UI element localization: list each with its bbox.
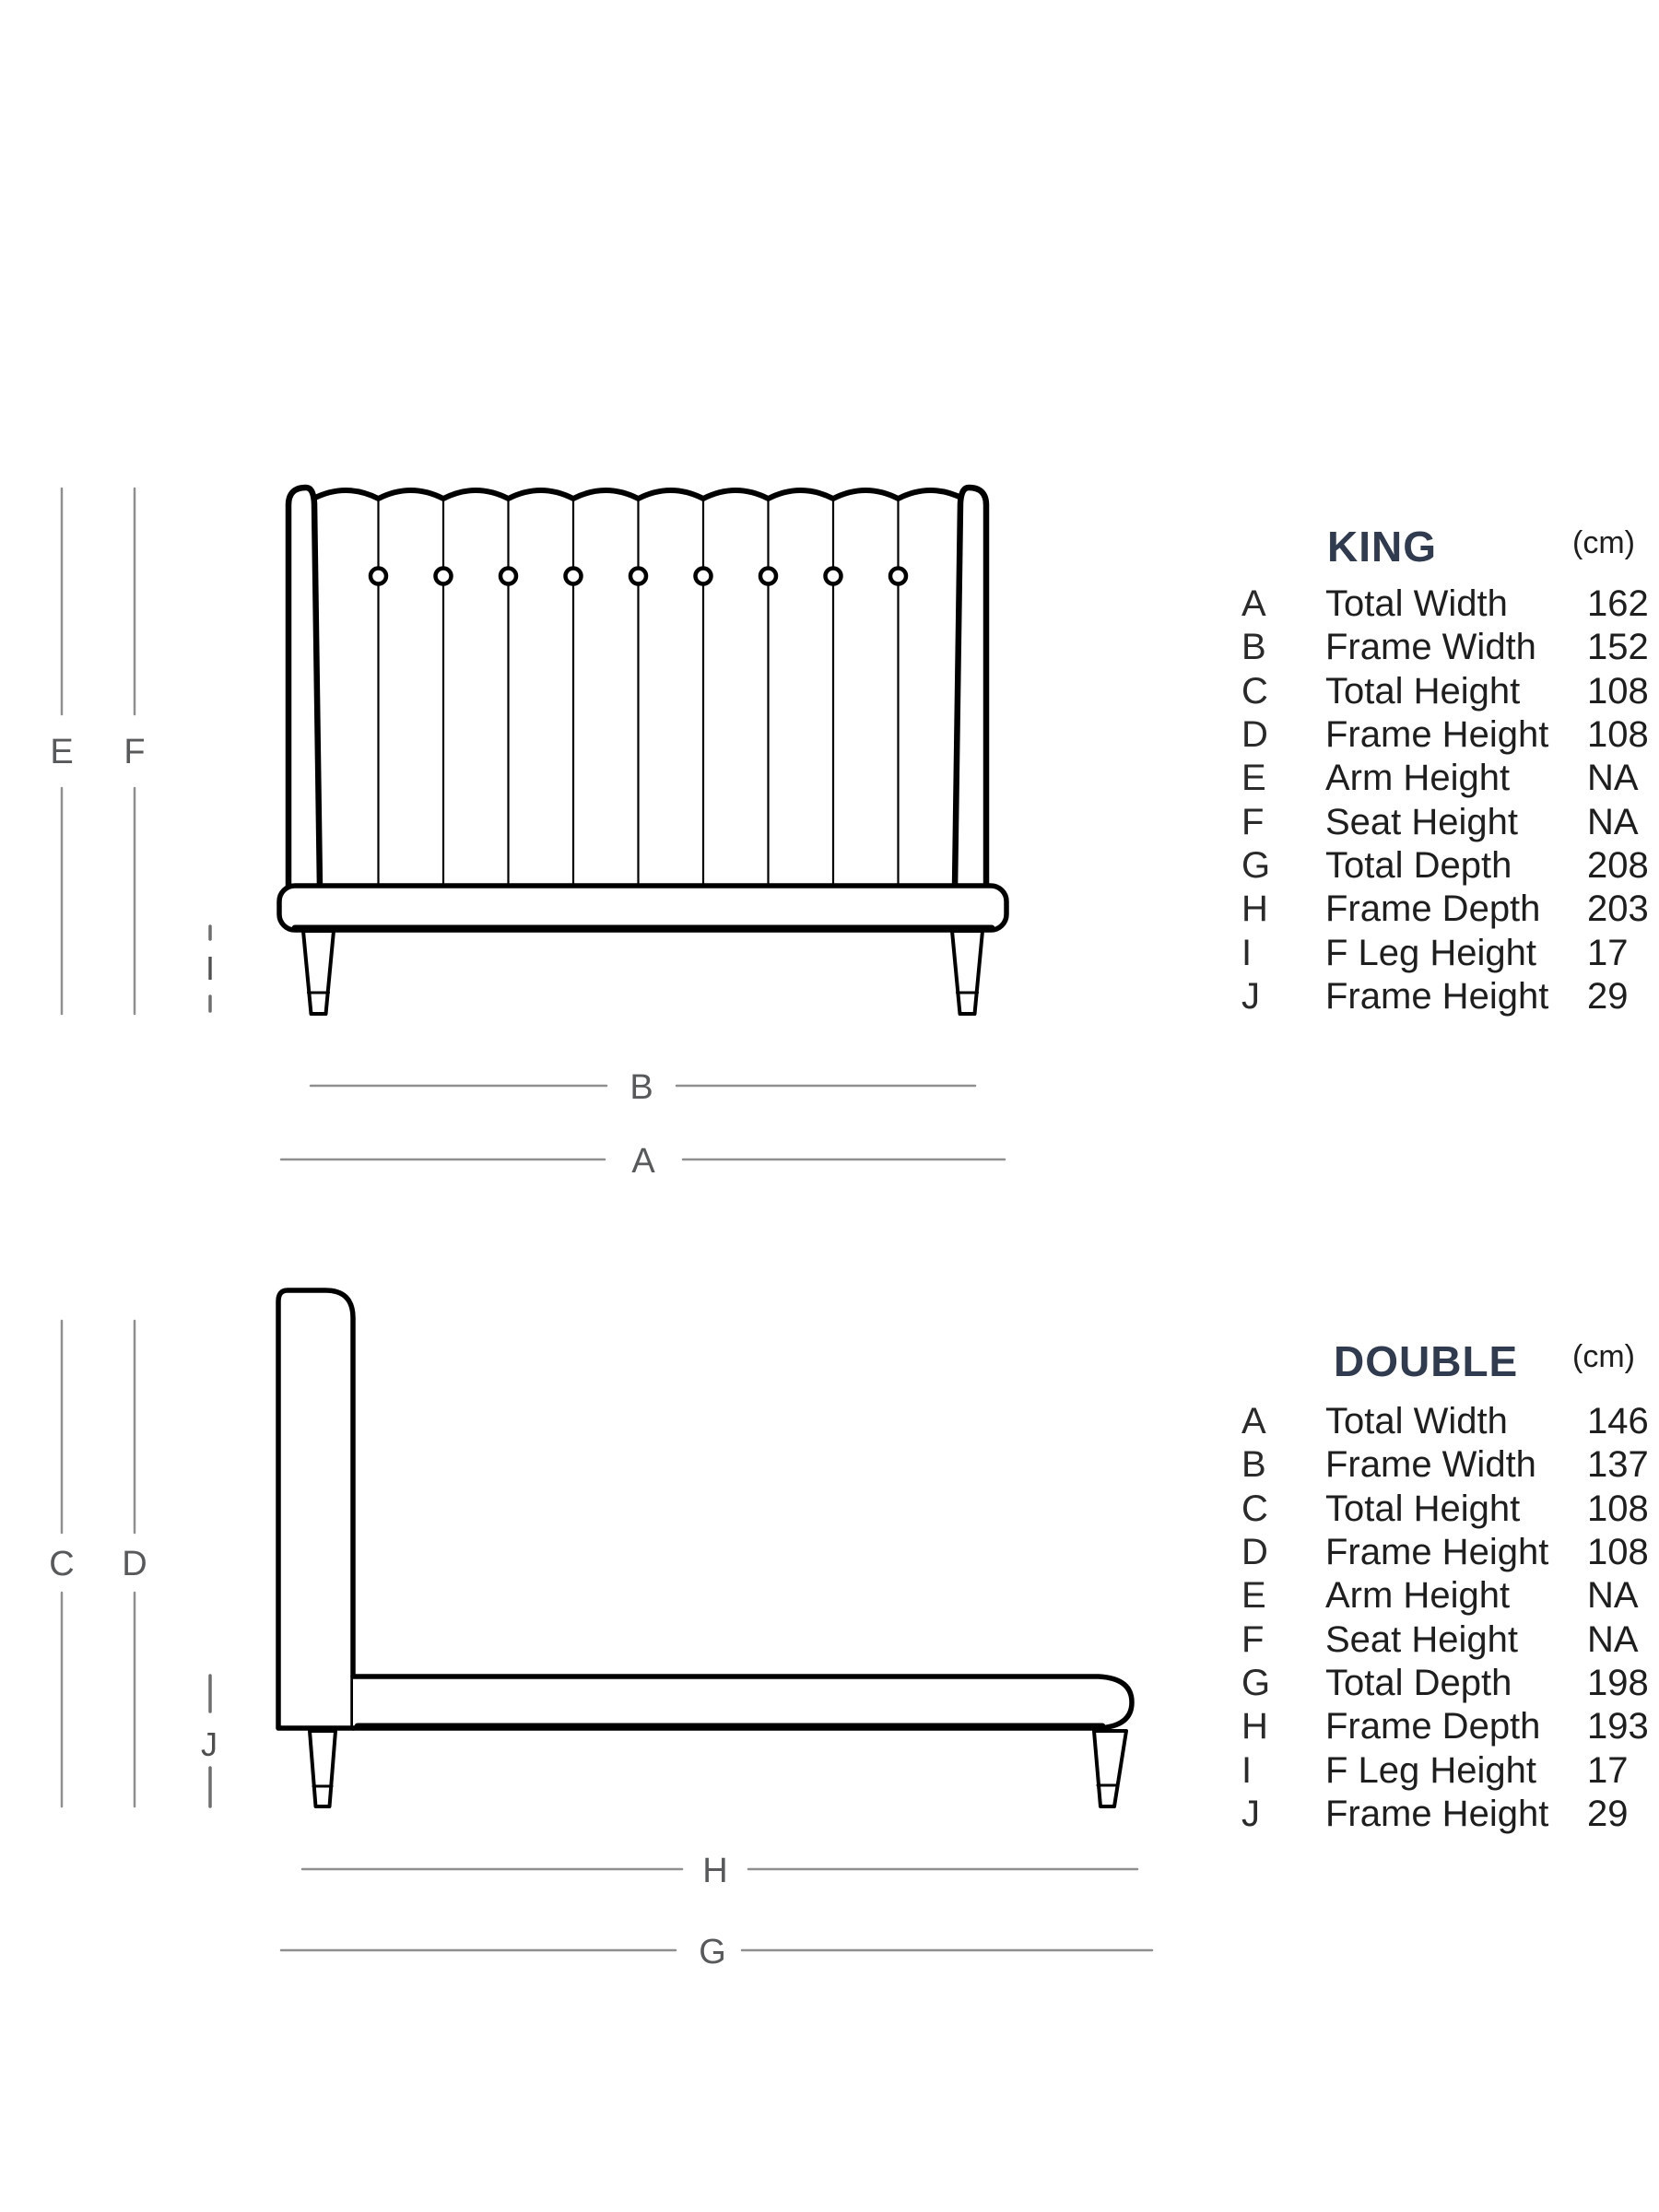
side-view-diagram [49,1290,1152,1971]
side-rear-leg [310,1731,335,1806]
row-label: Frame Height [1325,975,1549,1017]
button [436,569,452,584]
row-letter: A [1241,583,1266,625]
row-letter: D [1241,1532,1268,1573]
row-value: 198 [1587,1662,1649,1703]
double-table-unit: (cm) [1572,1339,1635,1374]
double-table [1241,1400,1659,1836]
front-view-diagram [50,488,1006,1181]
button [500,569,516,584]
table-row [1241,844,1659,888]
side-dimension-lines [62,1321,1152,1950]
row-letter: J [1241,1793,1260,1834]
side-front-leg [1094,1731,1126,1806]
dim-label-H: H [702,1852,728,1890]
table-row [1241,1618,1659,1661]
button [566,569,582,584]
dim-label-G: G [699,1933,726,1971]
king-table-title: KING [1327,523,1437,571]
button [696,569,712,584]
table-row [1241,1531,1659,1574]
row-label: Frame Height [1325,1532,1549,1573]
row-value: 17 [1587,932,1629,973]
row-label: Total Depth [1325,844,1512,886]
row-value: 162 [1587,583,1649,625]
table-row [1241,626,1659,669]
row-value: 108 [1587,1488,1649,1529]
front-left-leg [303,931,334,1014]
table-row [1241,582,1659,626]
row-label: Total Height [1325,1488,1521,1529]
row-value: 29 [1587,1793,1629,1834]
row-letter: F [1241,1618,1265,1660]
row-letter: I [1241,932,1253,973]
row-letter: J [1241,975,1260,1017]
row-label: Total Width [1325,1401,1508,1442]
row-letter: I [1241,1749,1253,1791]
row-letter: H [1241,1706,1268,1747]
row-letter: E [1241,1575,1266,1617]
row-letter: A [1241,1401,1266,1442]
table-row [1241,1574,1659,1618]
row-value: 208 [1587,844,1649,886]
table-row [1241,1400,1659,1443]
table-row [1241,1705,1659,1748]
row-letter: G [1241,1662,1271,1703]
row-label: Frame Height [1325,1793,1549,1834]
table-row [1241,975,1659,1018]
king-table [1241,582,1659,1018]
double-table-title: DOUBLE [1334,1337,1519,1385]
row-value: 137 [1587,1444,1649,1486]
headboard-right-wing [955,488,986,888]
dim-label-F: F [124,733,146,771]
front-dimension-lines [62,488,1005,1159]
row-value: 203 [1587,888,1649,930]
side-headboard-slab [278,1290,353,1728]
headboard-left-wing [288,488,320,888]
table-row [1241,1443,1659,1487]
row-value: 108 [1587,670,1649,712]
dim-label-D: D [122,1545,147,1583]
button [890,569,906,584]
headboard-scalloped-top [313,490,963,499]
table-row [1241,1748,1659,1792]
table-row [1241,670,1659,713]
row-value: 152 [1587,627,1649,668]
row-label: Seat Height [1325,801,1519,842]
row-label: Seat Height [1325,1618,1519,1660]
row-value: NA [1587,1575,1639,1617]
row-letter: F [1241,801,1265,842]
headboard-channel-seams [379,499,899,887]
row-letter: C [1241,670,1268,712]
dim-label-B: B [629,1068,653,1107]
row-value: 146 [1587,1401,1649,1442]
side-base-rail [353,1677,1132,1728]
button [630,569,646,584]
row-label: F Leg Height [1325,932,1537,973]
row-label: Arm Height [1325,758,1511,799]
king-table-unit: (cm) [1572,525,1635,560]
dim-label-A: A [631,1142,655,1181]
row-letter: B [1241,627,1266,668]
table-row [1241,1793,1659,1836]
row-label: Frame Width [1325,627,1536,668]
table-row [1241,713,1659,757]
row-label: Total Height [1325,670,1521,712]
row-letter: B [1241,1444,1266,1486]
row-letter: H [1241,888,1268,930]
row-label: Frame Width [1325,1444,1536,1486]
row-label: Total Depth [1325,1662,1512,1703]
table-row [1241,888,1659,931]
row-letter: G [1241,844,1271,886]
dim-label-I: I [205,949,216,987]
row-label: Frame Depth [1325,1706,1541,1747]
row-value: 108 [1587,1532,1649,1573]
row-label: Frame Depth [1325,888,1541,930]
row-letter: D [1241,714,1268,756]
table-row [1241,931,1659,974]
dim-label-J: J [201,1725,218,1763]
row-value: 29 [1587,975,1629,1017]
side-dimension-labels [49,1545,727,1971]
dim-label-E: E [50,733,74,771]
table-row [1241,1488,1659,1531]
button [371,569,386,584]
row-label: Frame Height [1325,714,1549,756]
table-row [1241,800,1659,843]
table-row [1241,1662,1659,1705]
button [826,569,841,584]
table-row [1241,757,1659,800]
headboard-buttons [371,569,906,584]
dim-label-C: C [49,1545,75,1583]
row-letter: E [1241,758,1266,799]
front-right-leg [952,931,982,1014]
row-label: F Leg Height [1325,1749,1537,1791]
row-value: NA [1587,1618,1639,1660]
button [760,569,776,584]
row-value: 193 [1587,1706,1649,1747]
row-value: NA [1587,758,1639,799]
front-dimension-labels [50,733,655,1181]
row-label: Arm Height [1325,1575,1511,1617]
row-letter: C [1241,1488,1268,1529]
row-value: 17 [1587,1749,1629,1791]
front-base-rail [279,886,1006,930]
row-value: NA [1587,801,1639,842]
row-value: 108 [1587,714,1649,756]
row-label: Total Width [1325,583,1508,625]
